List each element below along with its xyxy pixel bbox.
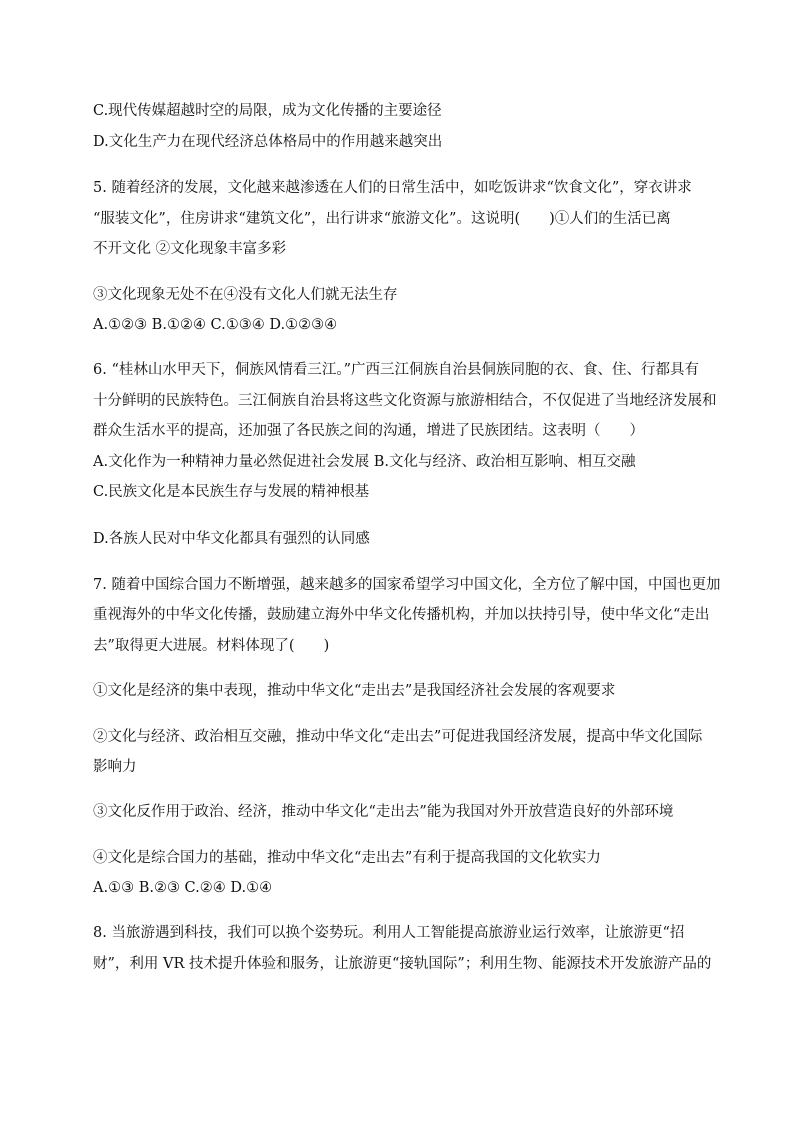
option-d-q4: D.文化生产力在现代经济总体格局中的作用越来越突出 xyxy=(93,134,443,150)
question-6-line-1: 6. “桂林山水甲天下，侗族风情看三江。”广西三江侗族自治县侗族同胞的衣、食、住、行都具有 xyxy=(93,362,700,378)
question-6-option-d: D.各族人民对中华文化都具有强烈的认同感 xyxy=(93,531,370,547)
question-7-statement-4: ④文化是综合国力的基础，推动中华文化“走出去”有利于提高我国的文化软实力 xyxy=(93,850,601,866)
question-8-line-2: 财”，利用 VR 技术提升体验和服务，让旅游更“接轨国际”；利用生物、能源技术开发旅游产品的 xyxy=(93,956,712,972)
question-5-line-1: 5. 随着经济的发展，文化越来越渗透在人们的日常生活中，如吃饭讲求“饮食文化”，穿衣讲求 xyxy=(93,180,692,196)
question-7-line-3: 去”取得更大进展。材料体现了( ) xyxy=(93,638,330,654)
question-7-statement-1: ①文化是经济的集中表现，推动中华文化“走出去”是我国经济社会发展的客观要求 xyxy=(93,683,616,699)
question-7-statement-3: ③文化反作用于政治、经济，推动中华文化“走出去”能为我国对外开放营造良好的外部环境 xyxy=(93,804,674,820)
question-5-statements: ③文化现象无处不在④没有文化人们就无法生存 xyxy=(93,287,398,303)
question-7-line-1: 7. 随着中国综合国力不断增强，越来越多的国家希望学习中国文化，全方位了解中国，中国也更加 xyxy=(93,577,721,593)
question-5-line-3: 不开文化 ②文化现象丰富多彩 xyxy=(93,241,287,257)
question-6-option-c: C.民族文化是本民族生存与发展的精神根基 xyxy=(93,484,370,500)
question-8-line-1: 8. 当旅游遇到科技，我们可以换个姿势玩。利用人工智能提高旅游业运行效率，让旅游更“招 xyxy=(93,925,685,941)
question-7-statement-2-cont: 影响力 xyxy=(93,759,137,775)
question-6-line-3: 群众生活水平的提高，还加强了各民族之间的沟通，增进了民族团结。这表明（ ） xyxy=(93,423,644,439)
question-7-line-2: 重视海外的中华文化传播，鼓励建立海外中华文化传播机构，并加以扶持引导，使中华文化“走出 xyxy=(93,607,710,623)
question-6-line-2: 十分鲜明的民族特色。三江侗族自治县将这些文化资源与旅游相结合，不仅促进了当地经济发展和 xyxy=(93,393,717,409)
question-6-options-ab: A.文化作为一种精神力量必然促进社会发展 B.文化与经济、政治相互影响、相互交融 xyxy=(93,454,636,470)
question-5-options: A.①②③ B.①②④ C.①③④ D.①②③④ xyxy=(93,317,338,333)
option-c-q4: C.现代传媒超越时空的局限，成为文化传播的主要途径 xyxy=(93,103,442,119)
question-5-line-2: “服装文化”，住房讲求“建筑文化”，出行讲求“旅游文化”。这说明( )①人们的生活已离 xyxy=(93,211,671,227)
question-7-options: A.①③ B.②③ C.②④ D.①④ xyxy=(93,880,273,896)
question-7-statement-2: ②文化与经济、政治相互交融，推动中华文化“走出去”可促进我国经济发展，提高中华文化国际 xyxy=(93,729,703,745)
